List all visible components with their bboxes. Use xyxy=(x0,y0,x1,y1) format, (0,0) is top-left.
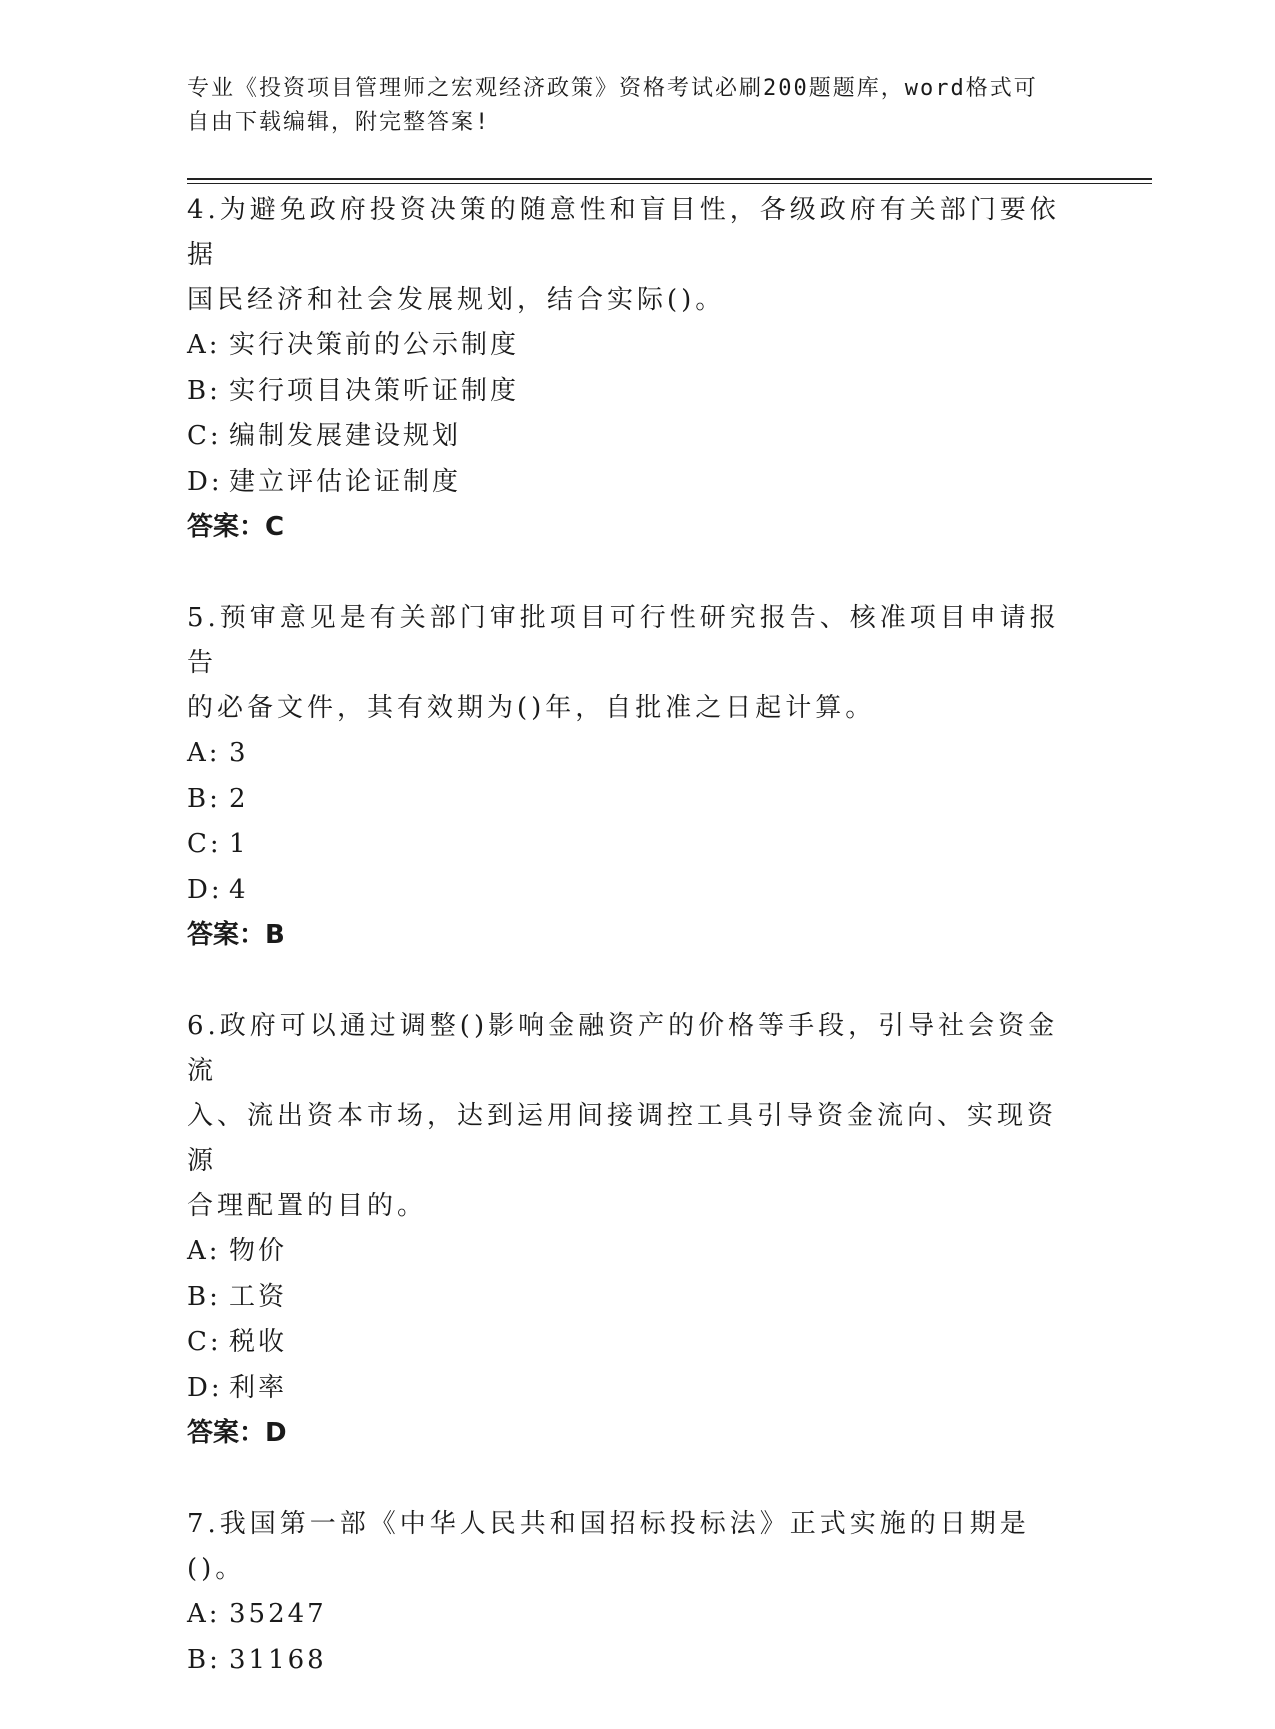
option-label: B: xyxy=(187,1644,221,1675)
option-label: A: xyxy=(187,330,221,360)
option-label: B: xyxy=(187,1281,221,1312)
option-text: 实行决策前的公示制度 xyxy=(229,330,520,360)
option-text: 2 xyxy=(229,783,249,814)
option-row xyxy=(187,323,1067,369)
option-row xyxy=(187,731,1067,777)
option-label: B: xyxy=(187,783,221,814)
document-header xyxy=(187,72,1067,140)
question-text-line: 的必备文件，其有效期为()年，自批准之日起计算。 xyxy=(187,693,876,723)
option-row xyxy=(187,460,1067,506)
option-row xyxy=(187,1275,1067,1321)
option-row xyxy=(187,822,1067,868)
option-text: 31168 xyxy=(229,1644,327,1675)
question-text-line: 入、流出资本市场，达到运用间接调控工具引导资金流向、实现资源 xyxy=(187,1101,1058,1176)
option-text: 税收 xyxy=(229,1327,288,1357)
option-text: 物价 xyxy=(229,1236,288,1266)
question-block xyxy=(187,596,1067,958)
option-label: A: xyxy=(187,1599,221,1629)
answer-line: 答案：D xyxy=(187,1418,287,1448)
option-label: D: xyxy=(187,874,223,905)
option-text: 4 xyxy=(229,874,249,905)
question-list xyxy=(187,188,1067,1729)
answer-line: 答案：C xyxy=(187,512,285,542)
option-label: C: xyxy=(187,829,222,859)
option-label: A: xyxy=(187,738,221,768)
option-text: 35247 xyxy=(229,1599,327,1629)
question-text-line: 合理配置的目的。 xyxy=(187,1191,428,1221)
question-text-line: 7.我国第一部《中华人民共和国招标投标法》正式实施的日期是()。 xyxy=(187,1509,1030,1584)
option-text: 工资 xyxy=(229,1281,288,1312)
option-text: 建立评估论证制度 xyxy=(229,466,462,497)
question-block xyxy=(187,188,1067,550)
option-label: C: xyxy=(187,1327,222,1357)
option-text: 3 xyxy=(229,738,249,768)
option-text: 编制发展建设规划 xyxy=(229,421,462,451)
option-label: D: xyxy=(187,466,223,497)
option-text: 利率 xyxy=(229,1372,288,1403)
option-label: A: xyxy=(187,1236,221,1266)
option-row xyxy=(187,1366,1067,1412)
option-row xyxy=(187,1320,1067,1366)
question-block xyxy=(187,1004,1067,1456)
option-row xyxy=(187,868,1067,914)
answer-line: 答案：B xyxy=(187,920,285,950)
option-text: 实行项目决策听证制度 xyxy=(229,375,520,406)
question-text-line: 国民经济和社会发展规划，结合实际()。 xyxy=(187,285,726,315)
option-row xyxy=(187,1592,1067,1638)
header-divider-thick xyxy=(187,178,1152,180)
option-label: B: xyxy=(187,375,221,406)
option-row xyxy=(187,414,1067,460)
option-label: D: xyxy=(187,1372,223,1403)
header-line-1: 专业《投资项目管理师之宏观经济政策》资格考试必刷200题题库，word格式可 xyxy=(187,76,1038,101)
question-text-line: 6.政府可以通过调整()影响金融资产的价格等手段，引导社会资金流 xyxy=(187,1011,1059,1086)
option-row xyxy=(187,369,1067,415)
question-text-line: 5.预审意见是有关部门审批项目可行性研究报告、核准项目申请报告 xyxy=(187,603,1060,678)
option-label: C: xyxy=(187,421,222,451)
option-text: 1 xyxy=(229,829,249,859)
header-divider-thin xyxy=(187,183,1152,184)
header-line-2: 自由下载编辑，附完整答案! xyxy=(187,110,491,135)
question-block xyxy=(187,1502,1067,1683)
option-row xyxy=(187,1638,1067,1684)
question-text-line: 4.为避免政府投资决策的随意性和盲目性，各级政府有关部门要依据 xyxy=(187,195,1060,270)
option-row xyxy=(187,777,1067,823)
option-row xyxy=(187,1229,1067,1275)
